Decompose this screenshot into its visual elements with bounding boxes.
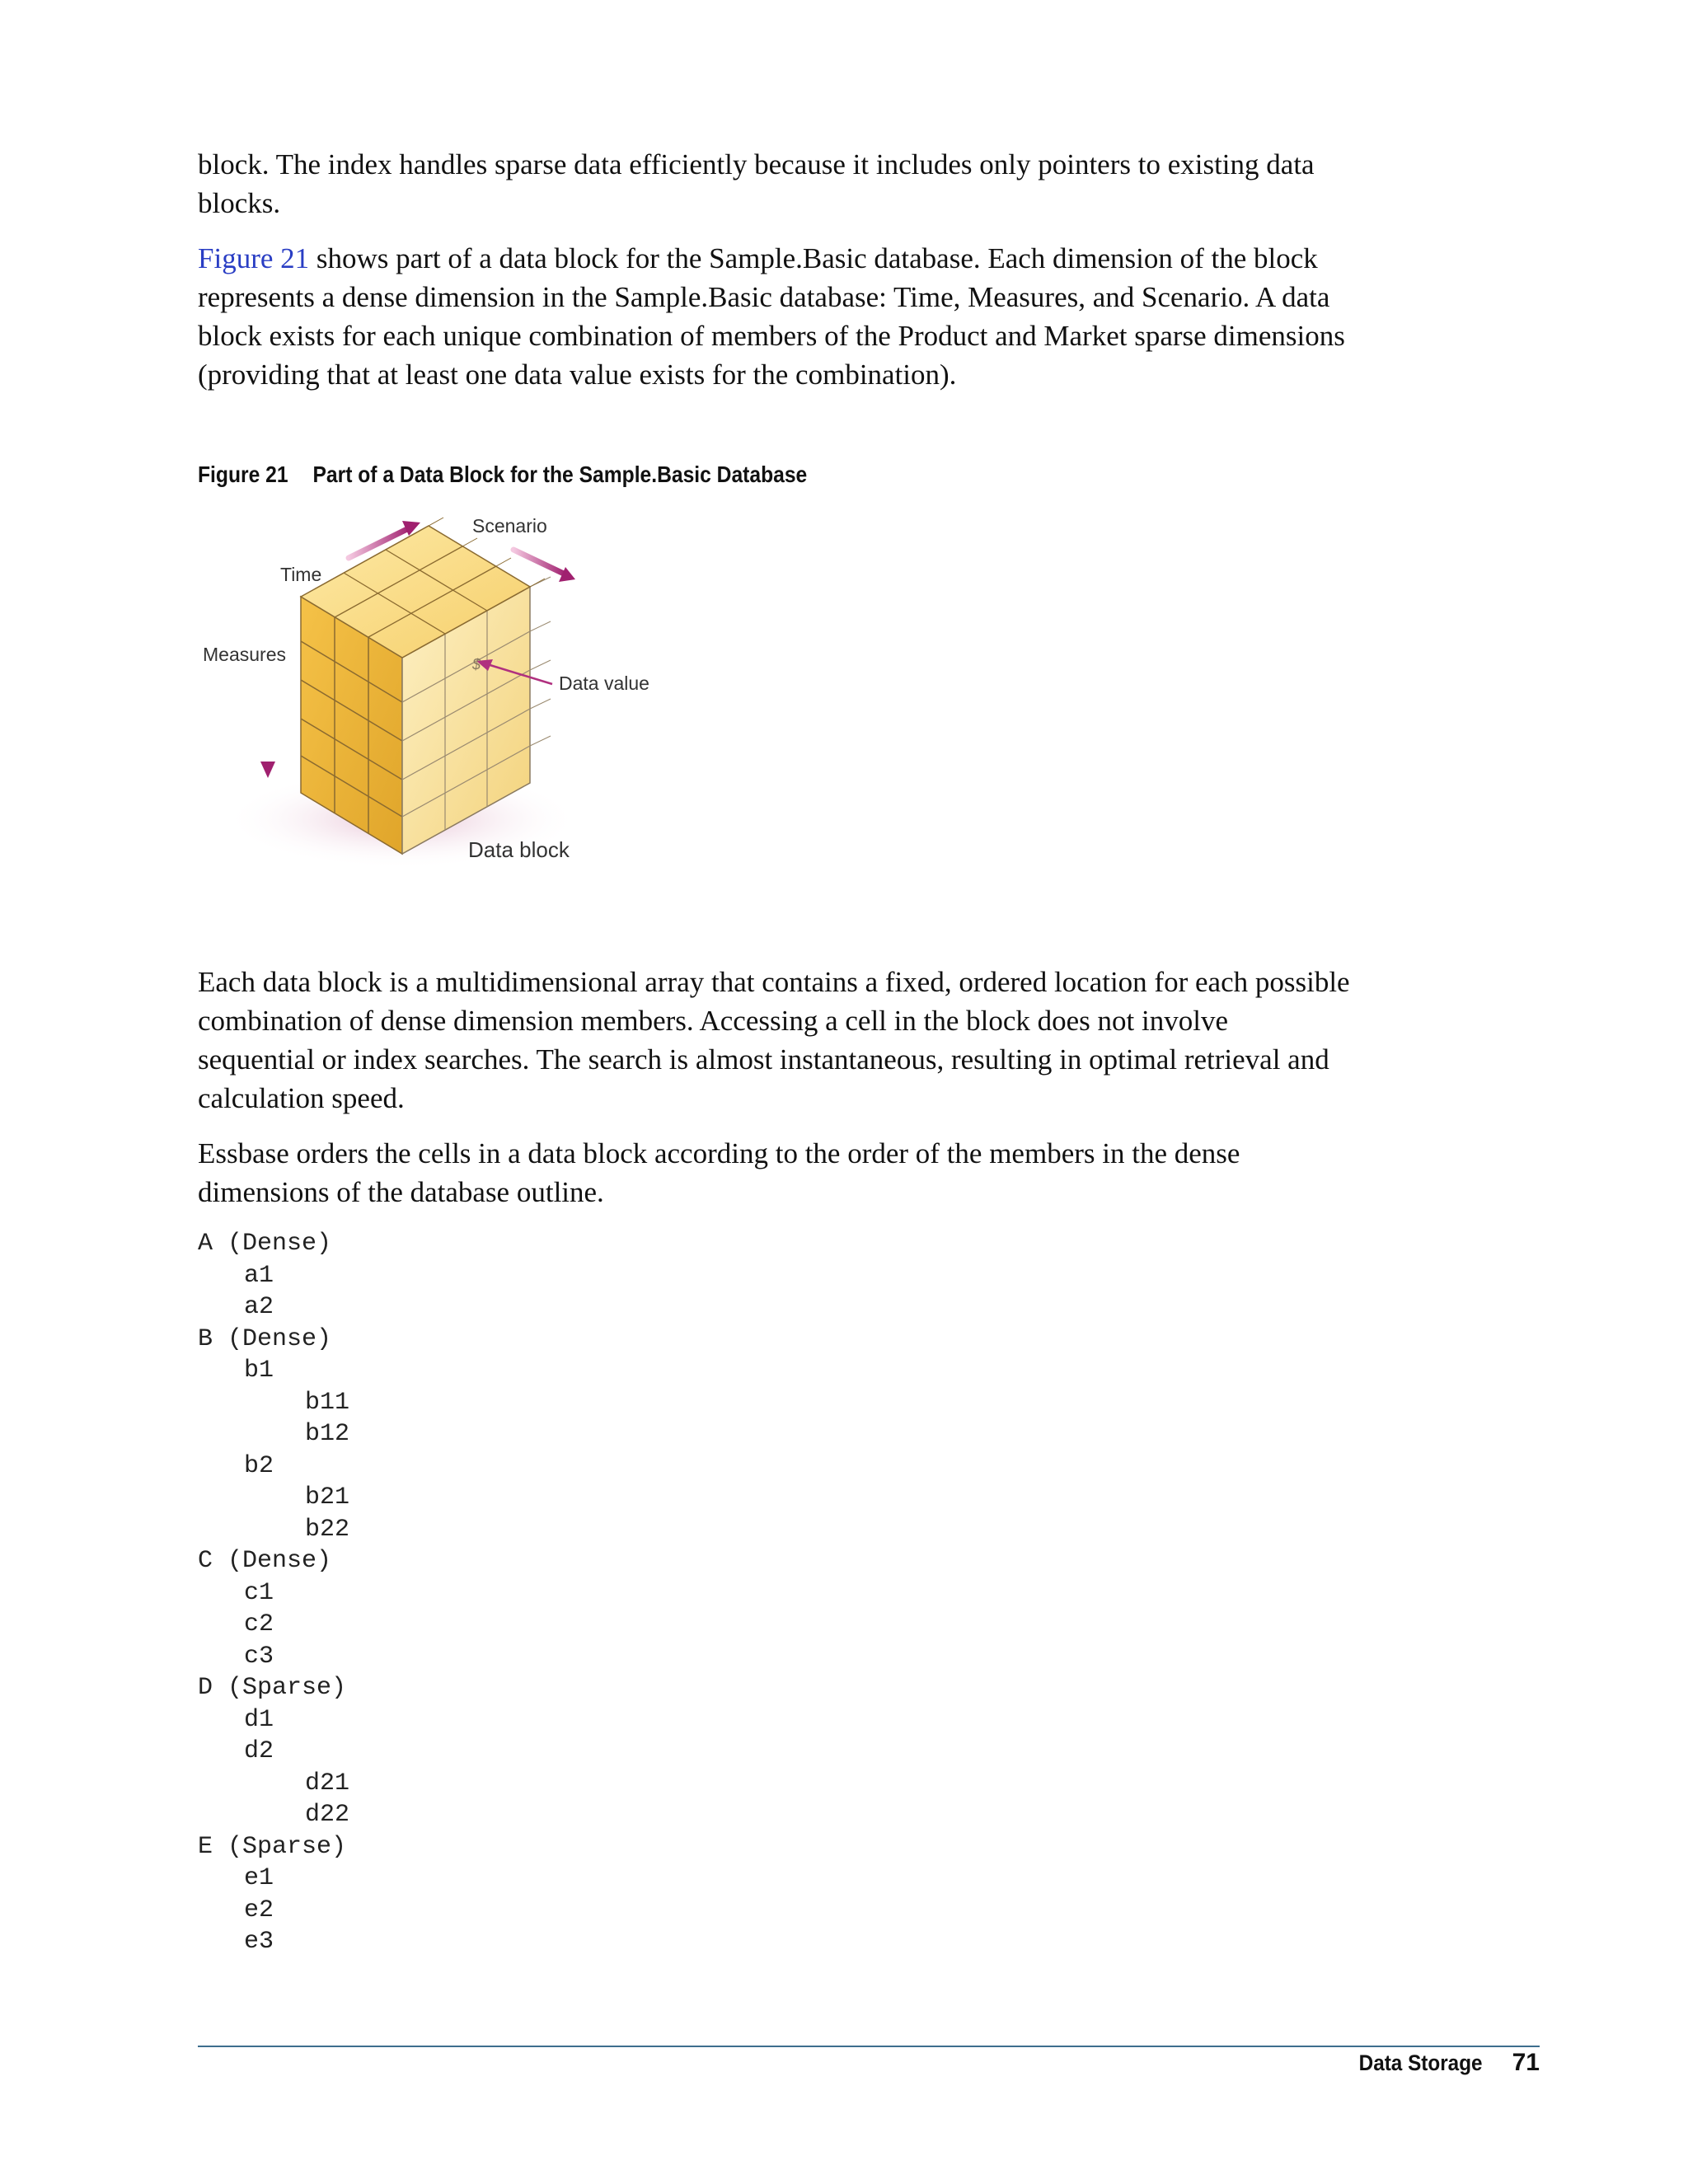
outline-line: d21 xyxy=(305,1769,350,1797)
paragraph-cell-order: Essbase orders the cells in a data block according to the order of the members in the dense dimensions of the database outline. xyxy=(198,1137,1240,1208)
outline-line: b11 xyxy=(305,1388,350,1417)
paragraph-figure-intro-text: shows part of a data block for the Sample.Basic database. Each dimension of the block represents a dense dimension in the Sample.Basic database: Time, Measures, and Scenario. A data block exists for each unique combination of members of the Product and Market sparse dimensions (providing that at least one data value exists for the combination). xyxy=(198,242,1345,391)
time-arrow xyxy=(513,550,575,582)
outline-line: d2 xyxy=(244,1737,274,1765)
scenario-label: Scenario xyxy=(472,515,547,537)
footer-section-title: Data Storage xyxy=(1358,2050,1483,2075)
data-block-figure xyxy=(196,504,658,892)
outline-line: c1 xyxy=(244,1578,274,1607)
outline-line: b22 xyxy=(305,1515,350,1544)
outline-line: b21 xyxy=(305,1483,350,1511)
data-value-label: Data value xyxy=(559,673,649,694)
page-footer xyxy=(1345,2049,1540,2077)
outline-line: B (Dense) xyxy=(198,1324,332,1353)
outline-listing xyxy=(198,1228,349,1958)
outline-line: d1 xyxy=(244,1705,274,1734)
measures-label: Measures xyxy=(203,644,286,665)
svg-text:$: $ xyxy=(472,656,481,673)
outline-line: D (Sparse) xyxy=(198,1674,347,1702)
outline-line: E (Sparse) xyxy=(198,1832,347,1861)
outline-line: c3 xyxy=(244,1642,274,1671)
outline-line: e1 xyxy=(244,1864,274,1892)
outline-line: b2 xyxy=(244,1451,274,1480)
figure-title: Part of a Data Block for the Sample.Basic Database xyxy=(312,462,808,487)
outline-line: a2 xyxy=(244,1293,274,1321)
data-block-label: Data block xyxy=(468,837,570,862)
paragraph-index-sparse: block. The index handles sparse data efficiently because it includes only pointers to existing data blocks. xyxy=(198,148,1315,219)
figure-number: Figure 21 xyxy=(198,462,288,487)
footer-rule xyxy=(198,2046,1540,2047)
paragraph-multidimensional-array: Each data block is a multidimensional array that contains a fixed, ordered location for each possible combination of dense dimension members. Accessing a cell in the block does not involve sequential or index searches. The search is almost instantaneous, resulting in optimal retrieval and calculation speed. xyxy=(198,966,1350,1114)
outline-line: e3 xyxy=(244,1928,274,1956)
figure-21-link[interactable]: Figure 21 xyxy=(198,242,310,274)
outline-line: C (Dense) xyxy=(198,1547,332,1575)
time-label: Time xyxy=(280,564,322,585)
paragraph-figure-intro xyxy=(198,239,1352,394)
figure-caption xyxy=(198,462,807,488)
page-number: 71 xyxy=(1512,2049,1540,2076)
outline-line: e2 xyxy=(244,1896,274,1924)
outline-line: A (Dense) xyxy=(198,1230,332,1258)
measures-arrow xyxy=(260,687,275,778)
outline-line: b12 xyxy=(305,1420,350,1448)
outline-line: a1 xyxy=(244,1261,274,1290)
outline-line: d22 xyxy=(305,1801,350,1829)
outline-line: c2 xyxy=(244,1610,274,1638)
outline-line: b1 xyxy=(244,1357,274,1385)
